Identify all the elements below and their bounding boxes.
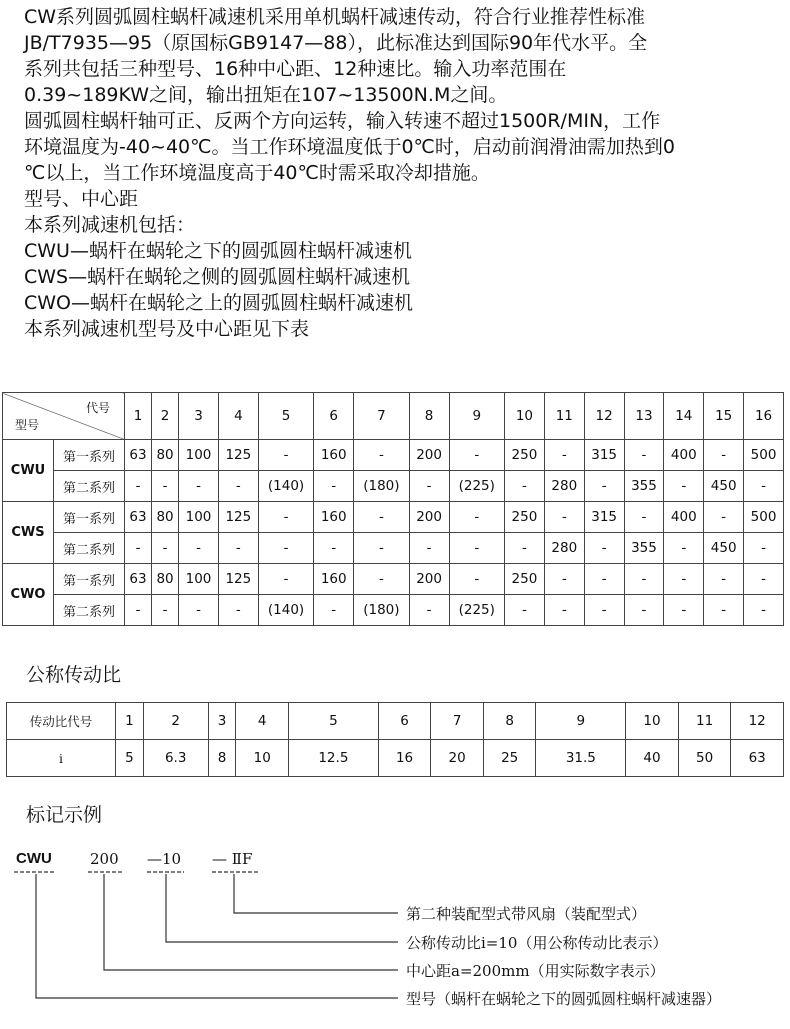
- intro-line: CWS—蜗杆在蜗轮之侧的圆弧圆柱蜗杆减速机: [24, 266, 411, 288]
- code-header-cell: 13: [624, 393, 664, 440]
- code-header-cell: 9: [449, 393, 505, 440]
- value-cell: 80: [152, 564, 179, 595]
- value-cell: -: [218, 471, 258, 502]
- table-row: [3, 533, 784, 564]
- series-cell: 第一系列: [54, 564, 125, 595]
- ratio-value-cell: 20: [431, 740, 484, 777]
- intro-line: 本系列减速机型号及中心距见下表: [24, 318, 310, 340]
- intro-line: 系列共包括三种型号、16种中心距、12种速比。输入功率范围在: [24, 58, 567, 80]
- value-cell: -: [314, 471, 354, 502]
- ratio-value-cell: 16: [378, 740, 431, 777]
- value-cell: -: [704, 502, 744, 533]
- value-cell: -: [584, 471, 624, 502]
- value-cell: -: [179, 533, 219, 564]
- value-cell: 450: [704, 533, 744, 564]
- ratio-value-cell: 31.5: [536, 740, 626, 777]
- transmission-ratio-table: [6, 702, 784, 777]
- value-cell: 355: [624, 471, 664, 502]
- value-cell: -: [544, 440, 584, 471]
- model-cell: CWO: [3, 564, 54, 626]
- code-header-cell: 15: [704, 393, 744, 440]
- value-cell: -: [544, 595, 584, 626]
- marking-example: [0, 850, 790, 1025]
- ratio-heading: 公称传动比: [26, 664, 122, 686]
- table-row: [3, 440, 784, 471]
- leader-assembly: [234, 874, 398, 913]
- code-header-cell: 2: [152, 393, 179, 440]
- value-cell: -: [354, 564, 410, 595]
- series-cell: 第一系列: [54, 502, 125, 533]
- code-header-cell: 14: [664, 393, 704, 440]
- value-cell: -: [584, 564, 624, 595]
- value-cell: -: [258, 564, 314, 595]
- value-cell: 160: [314, 440, 354, 471]
- corner-label-code: 代号: [85, 401, 110, 415]
- intro-line: 型号、中心距: [24, 188, 139, 210]
- value-cell: 100: [179, 502, 219, 533]
- value-cell: 280: [544, 471, 584, 502]
- value-cell: 315: [584, 502, 624, 533]
- ratio-value-cell: 50: [678, 740, 731, 777]
- value-cell: -: [179, 595, 219, 626]
- code-header-cell: 10: [505, 393, 545, 440]
- example-label-ratio: 公称传动比i=10（用公称传动比表示）: [406, 934, 668, 952]
- value-cell: -: [258, 440, 314, 471]
- value-cell: -: [218, 595, 258, 626]
- value-cell: 125: [218, 440, 258, 471]
- example-label-model: 型号（蜗杆在蜗轮之下的圆弧圆柱蜗杆减速器）: [406, 990, 722, 1008]
- ratio-value-cell: 8: [208, 740, 236, 777]
- value-cell: -: [584, 533, 624, 564]
- value-cell: -: [125, 595, 152, 626]
- value-cell: -: [152, 471, 179, 502]
- value-cell: -: [744, 564, 784, 595]
- value-cell: -: [744, 533, 784, 564]
- value-cell: -: [449, 533, 505, 564]
- value-cell: 400: [664, 440, 704, 471]
- model-cell: CWU: [3, 440, 54, 502]
- example-heading: 标记示例: [26, 804, 103, 826]
- value-cell: -: [704, 595, 744, 626]
- code-header-cell: 7: [354, 393, 410, 440]
- value-cell: (180): [354, 471, 410, 502]
- value-cell: -: [544, 564, 584, 595]
- value-cell: 355: [624, 533, 664, 564]
- intro-line: 0.39~189KW之间，输出扭矩在107~13500N.M之间。: [24, 84, 508, 106]
- value-cell: 63: [125, 502, 152, 533]
- model-table-header: [3, 393, 784, 440]
- value-cell: -: [354, 533, 410, 564]
- value-cell: -: [544, 502, 584, 533]
- value-cell: 125: [218, 564, 258, 595]
- value-cell: 250: [505, 502, 545, 533]
- ratio-value-cell: 40: [626, 740, 679, 777]
- value-cell: 80: [152, 502, 179, 533]
- value-cell: -: [125, 533, 152, 564]
- intro-line: 本系列减速机包括：: [24, 214, 196, 236]
- ratio-code-cell: 11: [678, 703, 731, 740]
- value-cell: 100: [179, 440, 219, 471]
- code-header-cell: 6: [314, 393, 354, 440]
- leader-model: [36, 874, 398, 998]
- code-header-cell: 8: [409, 393, 449, 440]
- value-cell: -: [624, 564, 664, 595]
- value-cell: 500: [744, 502, 784, 533]
- value-cell: -: [624, 440, 664, 471]
- value-cell: -: [179, 471, 219, 502]
- value-cell: 250: [505, 440, 545, 471]
- value-cell: -: [409, 533, 449, 564]
- ratio-value-cell: 10: [236, 740, 289, 777]
- value-cell: -: [152, 595, 179, 626]
- value-cell: 200: [409, 502, 449, 533]
- code-header-cell: 4: [218, 393, 258, 440]
- value-cell: 250: [505, 564, 545, 595]
- value-cell: 200: [409, 440, 449, 471]
- value-cell: -: [409, 595, 449, 626]
- value-cell: -: [449, 440, 505, 471]
- series-cell: 第二系列: [54, 533, 125, 564]
- code-header-cell: 11: [544, 393, 584, 440]
- value-cell: 125: [218, 502, 258, 533]
- ratio-code-cell: 3: [208, 703, 236, 740]
- value-cell: (225): [449, 595, 505, 626]
- table-row: [3, 502, 784, 533]
- ratio-value-row: [7, 740, 784, 777]
- code-header-cell: 5: [258, 393, 314, 440]
- model-cell: CWS: [3, 502, 54, 564]
- example-label-distance: 中心距a=200mm（用实际数字表示）: [406, 962, 665, 980]
- table-row: [3, 471, 784, 502]
- table-row: [3, 595, 784, 626]
- intro-line: 环境温度为-40~40℃。当工作环境温度低于0℃时，启动前润滑油需加热到0: [24, 136, 675, 158]
- value-cell: -: [505, 595, 545, 626]
- ratio-code-cell: 2: [143, 703, 208, 740]
- intro-line: JB/T7935—95（原国标GB9147—88），此标准达到国际90年代水平。全: [24, 32, 648, 54]
- ratio-value-cell: 5: [116, 740, 144, 777]
- table-row: [3, 564, 784, 595]
- ratio-value-cell: 6.3: [143, 740, 208, 777]
- value-cell: 80: [152, 440, 179, 471]
- value-cell: -: [664, 595, 704, 626]
- value-cell: 100: [179, 564, 219, 595]
- value-cell: -: [664, 533, 704, 564]
- value-cell: -: [584, 595, 624, 626]
- model-center-distance-table: [2, 392, 784, 626]
- intro-line: 圆弧圆柱蜗杆轴可正、反两个方向运转，输入转速不超过1500R/MIN，工作: [24, 110, 661, 132]
- value-cell: 280: [544, 533, 584, 564]
- value-cell: -: [704, 440, 744, 471]
- value-cell: -: [314, 595, 354, 626]
- intro-line: CWO—蜗杆在蜗轮之上的圆弧圆柱蜗杆减速机: [24, 292, 414, 314]
- ratio-value-cell: 25: [483, 740, 536, 777]
- ratio-code-row: [7, 703, 784, 740]
- value-cell: (180): [354, 595, 410, 626]
- ratio-code-cell: 7: [431, 703, 484, 740]
- value-cell: -: [354, 502, 410, 533]
- value-cell: (225): [449, 471, 505, 502]
- value-cell: -: [409, 471, 449, 502]
- value-cell: 500: [744, 440, 784, 471]
- value-cell: -: [449, 564, 505, 595]
- value-cell: -: [354, 440, 410, 471]
- value-cell: (140): [258, 471, 314, 502]
- ratio-code-cell: 5: [288, 703, 378, 740]
- ratio-code-cell: 10: [626, 703, 679, 740]
- value-cell: 450: [704, 471, 744, 502]
- value-cell: -: [314, 533, 354, 564]
- corner-cell: [3, 393, 125, 440]
- ratio-code-cell: 4: [236, 703, 289, 740]
- example-code-distance: 200: [90, 850, 119, 868]
- value-cell: -: [744, 595, 784, 626]
- value-cell: -: [624, 595, 664, 626]
- value-cell: 63: [125, 564, 152, 595]
- value-cell: -: [152, 533, 179, 564]
- value-cell: -: [449, 502, 505, 533]
- example-code-ratio: —10: [147, 850, 182, 868]
- intro-line: CW系列圆弧圆柱蜗杆减速机采用单机蜗杆减速传动，符合行业推荐性标准: [24, 6, 646, 28]
- code-header-cell: 12: [584, 393, 624, 440]
- value-cell: -: [258, 502, 314, 533]
- ratio-value-cell: 12.5: [288, 740, 378, 777]
- ratio-code-cell: 12: [731, 703, 784, 740]
- series-cell: 第二系列: [54, 471, 125, 502]
- ratio-value-cell: 63: [731, 740, 784, 777]
- example-code-model: CWU: [16, 850, 52, 867]
- value-cell: -: [624, 502, 664, 533]
- value-cell: -: [218, 533, 258, 564]
- value-cell: 160: [314, 564, 354, 595]
- value-cell: 200: [409, 564, 449, 595]
- code-header-cell: 3: [179, 393, 219, 440]
- ratio-i-label: i: [7, 740, 116, 777]
- value-cell: -: [744, 471, 784, 502]
- value-cell: 63: [125, 440, 152, 471]
- value-cell: -: [258, 533, 314, 564]
- leader-distance: [104, 874, 398, 970]
- corner-label-model: 型号: [15, 418, 40, 432]
- intro-line: CWU—蜗杆在蜗轮之下的圆弧圆柱蜗杆减速机: [24, 240, 412, 262]
- leader-ratio: [166, 874, 398, 942]
- example-label-assembly: 第二种装配型式带风扇（装配型式）: [406, 905, 647, 923]
- series-cell: 第一系列: [54, 440, 125, 471]
- value-cell: -: [704, 564, 744, 595]
- ratio-code-cell: 6: [378, 703, 431, 740]
- example-code-assembly: — ⅡF: [212, 850, 253, 868]
- value-cell: 160: [314, 502, 354, 533]
- value-cell: -: [664, 564, 704, 595]
- ratio-code-label: 传动比代号: [7, 703, 116, 740]
- ratio-code-cell: 8: [483, 703, 536, 740]
- intro-line: ℃以上，当工作环境温度高于40℃时需采取冷却措施。: [24, 162, 490, 184]
- code-header-cell: 16: [744, 393, 784, 440]
- ratio-code-cell: 9: [536, 703, 626, 740]
- value-cell: (140): [258, 595, 314, 626]
- value-cell: -: [125, 471, 152, 502]
- value-cell: -: [664, 471, 704, 502]
- ratio-code-cell: 1: [116, 703, 144, 740]
- value-cell: 315: [584, 440, 624, 471]
- series-cell: 第二系列: [54, 595, 125, 626]
- value-cell: 400: [664, 502, 704, 533]
- value-cell: -: [505, 533, 545, 564]
- intro-text: [24, 4, 774, 342]
- code-header-cell: 1: [125, 393, 152, 440]
- value-cell: -: [505, 471, 545, 502]
